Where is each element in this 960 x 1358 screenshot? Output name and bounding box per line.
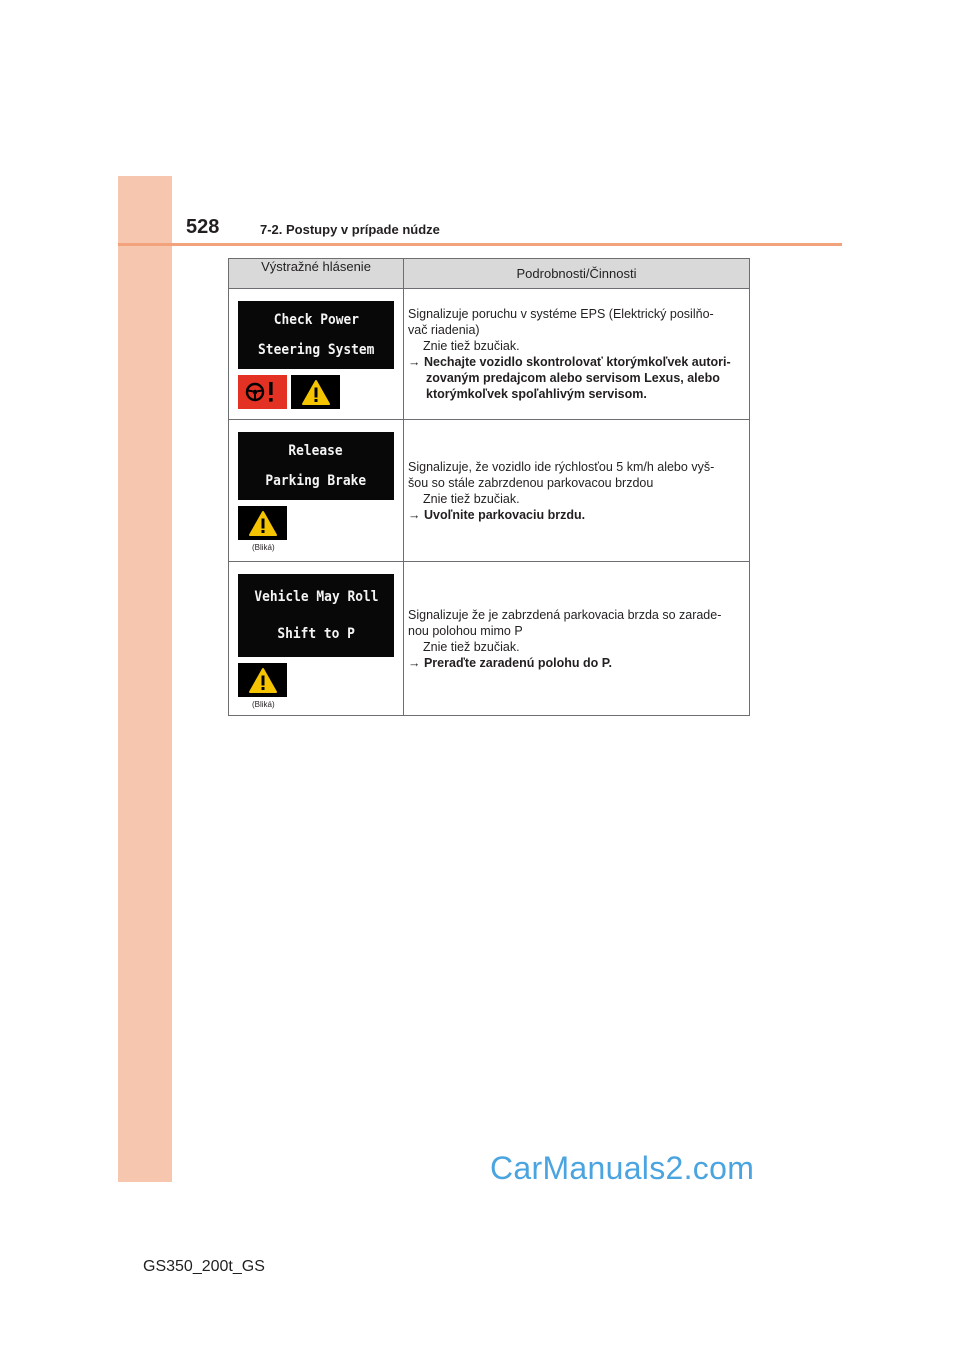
display-line: Parking Brake: [265, 473, 367, 489]
desc-line: Signalizuje poruchu v systéme EPS (Elektrický posilňo-: [408, 307, 714, 321]
model-code: GS350_200t_GS: [143, 1258, 265, 1275]
action-line: → Nechajte vozidlo skontrolovať ktorýmkoľvek autori-: [408, 355, 731, 369]
indicator-group: [238, 375, 403, 409]
desc-line: vač riadenia): [408, 323, 480, 337]
power-steering-warning-icon: [238, 375, 287, 409]
master-warning-icon: [238, 506, 287, 540]
details-cell: [404, 289, 750, 420]
buzzer-note: Znie tiež bzučiak.: [423, 639, 520, 654]
warning-cell: [229, 562, 404, 716]
message-display: [238, 574, 394, 657]
description: [404, 306, 749, 402]
page-number: 528: [186, 216, 220, 238]
message-display: [238, 432, 394, 500]
action-instruction: [408, 655, 743, 671]
description: [404, 607, 749, 671]
indicator-group: [238, 663, 403, 697]
buzzer-note: Znie tiež bzučiak.: [423, 339, 520, 353]
master-warning-icon: [238, 663, 287, 697]
display-line: Vehicle May Roll: [253, 588, 379, 605]
section-title: 7-2. Postupy v prípade núdze: [260, 222, 440, 237]
action-line: → Preraďte zaradenú polohu do P.: [408, 655, 612, 670]
display-line: Shift to P: [277, 626, 355, 643]
display-line: Check Power: [273, 312, 359, 328]
warning-cell: [229, 420, 404, 562]
table-row: [229, 420, 750, 562]
table-header-row: [229, 259, 750, 289]
details-cell: [404, 420, 750, 562]
buzzer-note: Znie tiež bzučiak.: [423, 491, 520, 506]
desc-line: Signalizuje že je zabrzdená parkovacia brzda so zarade-: [408, 607, 722, 622]
action-line: zovaným predajcom alebo servisom Lexus, alebo: [426, 371, 720, 385]
col-warning-header: Výstražné hlásenie: [229, 259, 404, 289]
warning-table: [228, 258, 750, 716]
action-line: ktorýmkoľvek spoľahlivým servisom.: [426, 387, 647, 401]
desc-line: šou so stále zabrzdenou parkovacou brzdou: [408, 475, 654, 490]
side-band: [118, 176, 172, 1182]
display-line: Release: [288, 443, 344, 459]
table-row: [229, 562, 750, 716]
master-warning-icon: [291, 375, 340, 409]
details-cell: [404, 562, 750, 716]
action-instruction: [408, 354, 743, 402]
display-line: Steering System: [257, 342, 375, 358]
blink-label: (Bliká): [252, 700, 275, 709]
table-row: [229, 289, 750, 420]
col-details-header: Podrobnosti/Činnosti: [404, 259, 750, 289]
indicator-group: [238, 506, 403, 540]
desc-line: Signalizuje, že vozidlo ide rýchlosťou 5 km/h alebo vyš-: [408, 459, 715, 474]
description: [404, 459, 749, 523]
blink-label: (Bliká): [252, 543, 275, 552]
desc-line: nou polohou mimo P: [408, 623, 523, 638]
action-line: → Uvoľnite parkovaciu brzdu.: [408, 507, 586, 522]
header-rule: [118, 243, 842, 246]
action-instruction: [408, 507, 743, 523]
watermark-link[interactable]: CarManuals2.com: [490, 1150, 755, 1186]
message-display: [238, 301, 394, 369]
warning-cell: [229, 289, 404, 420]
